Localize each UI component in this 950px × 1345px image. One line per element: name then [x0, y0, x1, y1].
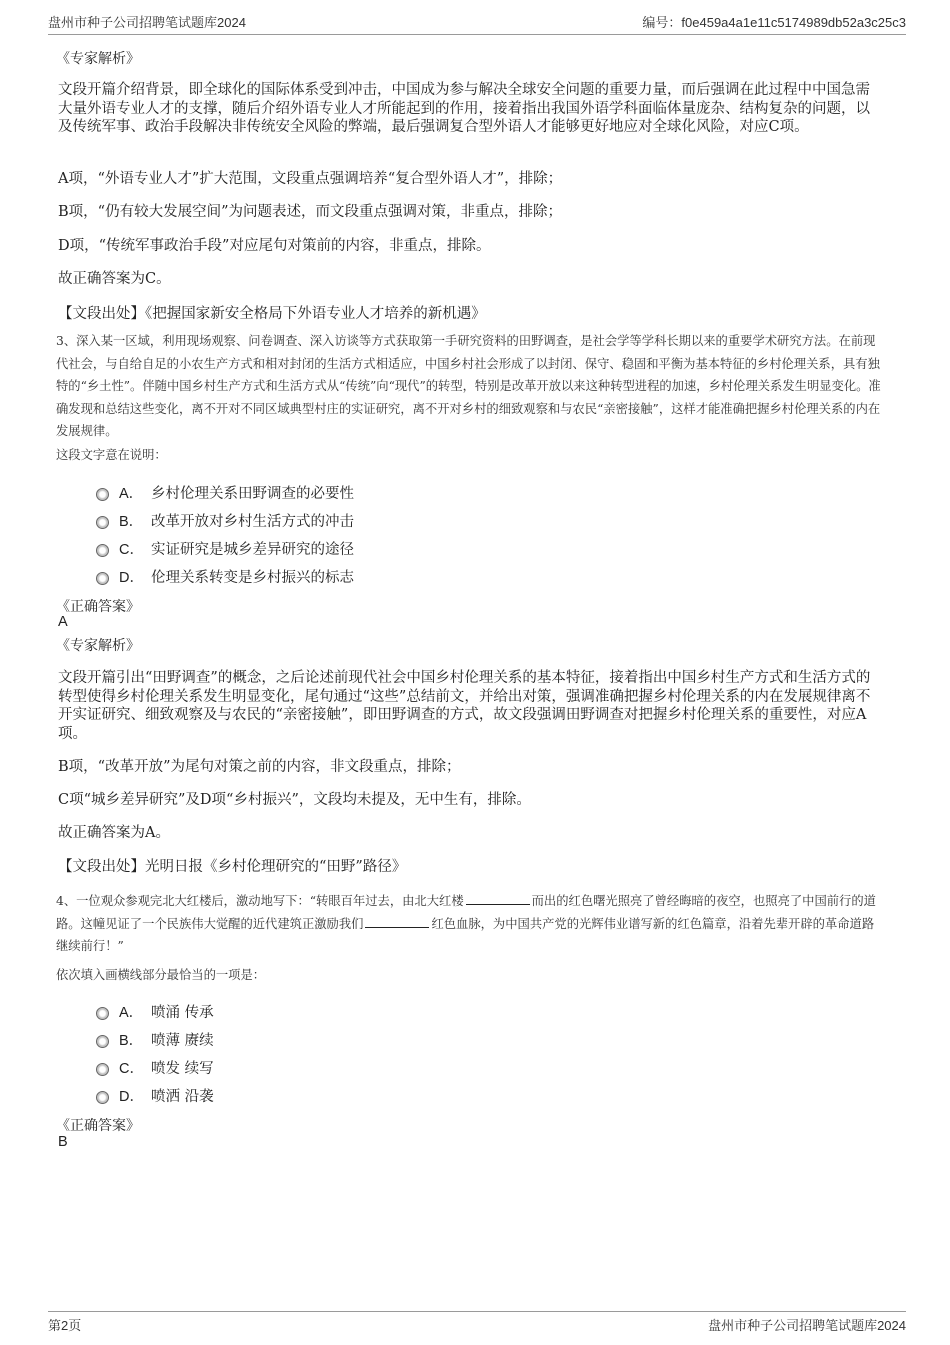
q3-cd-note: C项“城乡差异研究”及D项“乡村振兴”，文段均未提及，无中生有，排除。	[58, 792, 531, 808]
header-title: 盘州市种子公司招聘笔试题库2024	[48, 15, 246, 30]
q3-expert-label: 《专家解析》	[56, 638, 140, 654]
option-text: 喷薄 赓续	[151, 1033, 214, 1049]
q4-option-d[interactable]: D． 喷洒 沿袭	[96, 1085, 214, 1106]
radio-icon[interactable]	[96, 572, 109, 585]
page-footer	[48, 1311, 906, 1334]
radio-icon[interactable]	[96, 516, 109, 529]
q4-stem: 4、一位观众参观完北大红楼后，激动地写下：“转眼百年过去，由北大红楼 而出的红色曙光照亮了曾经晦暗的夜空，也照亮了中国前行的道路。这幢见证了一个民族伟大觉醒的近代建筑正激励我们 红色血脉，为中国共产党的光辉伟业谱写新的红色篇章，沿着先辈开辟的革命道路继续前行！”	[56, 894, 876, 954]
radio-icon[interactable]	[96, 1091, 109, 1104]
radio-icon[interactable]	[96, 488, 109, 501]
q4-option-c[interactable]: C． 喷发 续写	[96, 1057, 214, 1078]
q3-stem: 3、深入某一区域，利用现场观察、问卷调查、深入访谈等方式获取第一手研究资料的田野调查，是社会学等学科长期以来的重要学术研究方法。在前现代社会，与自给自足的小农生产方式和相对封闭的生活方式相适应，中国乡村社会形成了以封闭、保守、稳固和平衡为基本特征的乡村伦理关系，具有独特的“乡土性”。伴随中国乡村生产方式和生活方式从“传统”向“现代”的转型，特别是改革开放以来这种转型进程的加速，乡村伦理关系发生明显变化。准确发现和总结这些变化，离不开对不同区域典型村庄的实证研究，离不开对乡村的细致观察和与农民“亲密接触”，这样才能准确把握乡村伦理关系的内在发展规律。	[56, 334, 881, 439]
option-text: 乡村伦理关系田野调查的必要性	[151, 486, 354, 502]
option-text: 喷发 续写	[151, 1061, 214, 1077]
q3-option-a[interactable]: A． 乡村伦理关系田野调查的必要性	[96, 482, 354, 503]
q2-a-note: A项，“外语专业人才”扩大范围，文段重点强调培养“复合型外语人才”，排除；	[58, 171, 563, 187]
q4-option-a[interactable]: A． 喷涌 传承	[96, 1001, 214, 1022]
page-header	[48, 12, 906, 35]
q3-b-note: B项，“改革开放”为尾句对策之前的内容，非文段重点，排除；	[58, 759, 461, 775]
radio-icon[interactable]	[96, 1007, 109, 1020]
q3-option-c[interactable]: C． 实证研究是城乡差异研究的途径	[96, 538, 354, 559]
q3-answer: A	[58, 614, 68, 630]
q3-answer-label: 《正确答案》	[56, 599, 140, 615]
fill-blank-1	[466, 892, 530, 905]
radio-icon[interactable]	[96, 1063, 109, 1076]
option-text: 实证研究是城乡差异研究的途径	[151, 542, 354, 558]
q2-source: 【文段出处】《把握国家新安全格局下外语专业人才培养的新机遇》	[58, 306, 486, 322]
option-text: 喷涌 传承	[151, 1005, 214, 1021]
q3-analysis: 文段开篇引出“田野调查”的概念，之后论述前现代社会中国乡村伦理关系的基本特征，接着指出中国乡村生产方式和生活方式的转型使得乡村伦理关系发生明显变化，尾句通过“这些”总结前文，并给出对策，强调准确把握乡村伦理关系的内在发展规律离不开实证研究、细致观察及与农民的“亲密接触”，即田野调查的方式，故文段强调田野调查对把握乡村伦理关系的重要性，对应A项。	[58, 670, 871, 742]
q2-d-note: D项，“传统军事政治手段”对应尾句对策前的内容，非重点，排除。	[58, 238, 491, 254]
q2-analysis: 文段开篇介绍背景，即全球化的国际体系受到冲击，中国成为参与解决全球安全问题的重要力量，而后强调在此过程中中国急需大量外语专业人才的支撑，随后介绍外语专业人才所能起到的作用，接着指出我国外语学科面临体量庞杂、结构复杂的问题，以及传统军事、政治手段解决非传统安全风险的弊端，最后强调复合型外语人才能够更好地应对全球化风险，对应C项。	[58, 82, 870, 135]
q3-conclusion: 故正确答案为A。	[58, 825, 170, 841]
page-number: 第2页	[48, 1318, 82, 1333]
q4-answer: B	[58, 1134, 68, 1150]
option-text: 喷洒 沿袭	[151, 1089, 214, 1105]
q4-option-b[interactable]: B． 喷薄 赓续	[96, 1029, 214, 1050]
q3-option-b[interactable]: B． 改革开放对乡村生活方式的冲击	[96, 510, 354, 531]
q3-source: 【文段出处】光明日报《乡村伦理研究的“田野”路径》	[58, 859, 407, 875]
q4-answer-label: 《正确答案》	[56, 1118, 140, 1134]
q3-option-d[interactable]: D． 伦理关系转变是乡村振兴的标志	[96, 566, 354, 587]
header-document-id: 编号：f0e459a4a1e11c5174989db52a3c25c3	[642, 15, 906, 30]
option-text: 改革开放对乡村生活方式的冲击	[151, 514, 354, 530]
radio-icon[interactable]	[96, 544, 109, 557]
option-text: 伦理关系转变是乡村振兴的标志	[151, 570, 354, 586]
q2-b-note: B项，“仍有较大发展空间”为问题表述，而文段重点强调对策，非重点，排除；	[58, 204, 562, 220]
fill-blank-2	[365, 915, 429, 928]
q3-question: 这段文字意在说明：	[56, 448, 167, 462]
footer-title: 盘州市种子公司招聘笔试题库2024	[708, 1318, 906, 1333]
q4-question: 依次填入画横线部分最恰当的一项是：	[56, 968, 266, 982]
q2-expert-label: 《专家解析》	[56, 51, 140, 67]
q2-conclusion: 故正确答案为C。	[58, 271, 171, 287]
radio-icon[interactable]	[96, 1035, 109, 1048]
